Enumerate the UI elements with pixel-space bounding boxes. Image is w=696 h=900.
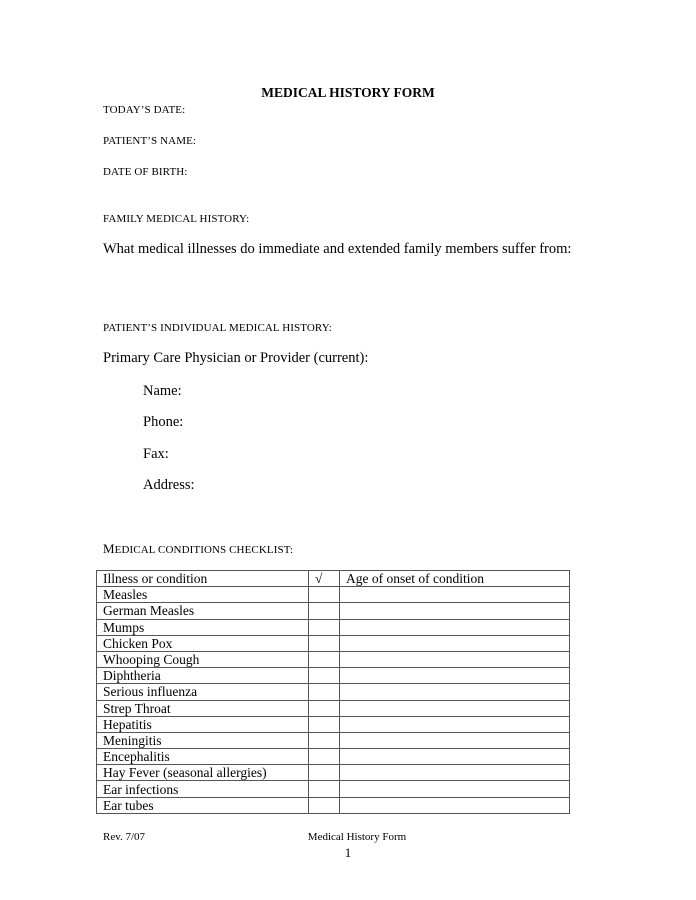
- column-header-condition: Illness or condition: [97, 571, 309, 587]
- condition-cell: Chicken Pox: [97, 635, 309, 651]
- age-of-onset-cell[interactable]: [340, 781, 570, 797]
- age-of-onset-cell[interactable]: [340, 765, 570, 781]
- age-of-onset-cell[interactable]: [340, 603, 570, 619]
- table-row: [97, 732, 570, 748]
- pcp-address-label: Address:: [143, 477, 195, 493]
- footer-title: Medical History Form: [307, 831, 407, 843]
- check-cell[interactable]: [309, 603, 340, 619]
- condition-cell: Diphtheria: [97, 668, 309, 684]
- age-of-onset-cell[interactable]: [340, 587, 570, 603]
- family-history-question: What medical illnesses do immediate and extended family members suffer from:: [103, 241, 572, 257]
- check-cell[interactable]: [309, 635, 340, 651]
- date-of-birth-label: DATE OF BIRTH:: [103, 166, 188, 178]
- condition-cell: Encephalitis: [97, 749, 309, 765]
- condition-cell: Strep Throat: [97, 700, 309, 716]
- check-cell[interactable]: [309, 716, 340, 732]
- age-of-onset-cell[interactable]: [340, 716, 570, 732]
- table-row: [97, 797, 570, 813]
- checklist-heading-rest: EDICAL CONDITIONS CHECKLIST:: [114, 544, 294, 556]
- check-cell[interactable]: [309, 797, 340, 813]
- table-row: [97, 765, 570, 781]
- footer-revision: Rev. 7/07: [103, 831, 146, 843]
- medical-conditions-table: [96, 570, 570, 814]
- table-row: [97, 619, 570, 635]
- condition-cell: Whooping Cough: [97, 651, 309, 667]
- check-cell[interactable]: [309, 587, 340, 603]
- table-row: [97, 603, 570, 619]
- table-row: [97, 781, 570, 797]
- table-row: [97, 668, 570, 684]
- column-header-check: √: [309, 571, 340, 587]
- condition-cell: Hepatitis: [97, 716, 309, 732]
- age-of-onset-cell[interactable]: [340, 749, 570, 765]
- age-of-onset-cell[interactable]: [340, 635, 570, 651]
- table-row: [97, 587, 570, 603]
- age-of-onset-cell[interactable]: [340, 651, 570, 667]
- check-cell[interactable]: [309, 732, 340, 748]
- table-row: [97, 700, 570, 716]
- check-cell[interactable]: [309, 781, 340, 797]
- patient-name-label: PATIENT’S NAME:: [103, 135, 197, 147]
- condition-cell: Measles: [97, 587, 309, 603]
- check-cell[interactable]: [309, 684, 340, 700]
- pcp-phone-label: Phone:: [143, 414, 184, 430]
- age-of-onset-cell[interactable]: [340, 797, 570, 813]
- age-of-onset-cell[interactable]: [340, 668, 570, 684]
- check-cell[interactable]: [309, 749, 340, 765]
- checklist-heading: [103, 541, 293, 557]
- table-row: [97, 749, 570, 765]
- table-row: [97, 684, 570, 700]
- condition-cell: Mumps: [97, 619, 309, 635]
- column-header-age-of-onset: Age of onset of condition: [340, 571, 570, 587]
- pcp-name-label: Name:: [143, 383, 182, 399]
- age-of-onset-cell[interactable]: [340, 684, 570, 700]
- age-of-onset-cell[interactable]: [340, 732, 570, 748]
- form-title: MEDICAL HISTORY FORM: [261, 85, 435, 100]
- table-header-row: [97, 571, 570, 587]
- check-cell[interactable]: [309, 700, 340, 716]
- check-cell[interactable]: [309, 668, 340, 684]
- check-cell[interactable]: [309, 765, 340, 781]
- page-number: 1: [344, 845, 352, 860]
- table-row: [97, 651, 570, 667]
- condition-cell: Hay Fever (seasonal allergies): [97, 765, 309, 781]
- pcp-label: Primary Care Physician or Provider (current):: [103, 350, 369, 366]
- age-of-onset-cell[interactable]: [340, 619, 570, 635]
- condition-cell: Meningitis: [97, 732, 309, 748]
- check-cell[interactable]: [309, 619, 340, 635]
- family-history-heading: FAMILY MEDICAL HISTORY:: [103, 213, 250, 225]
- checklist-heading-initial: M: [103, 541, 115, 556]
- table-row: [97, 635, 570, 651]
- age-of-onset-cell[interactable]: [340, 700, 570, 716]
- table-row: [97, 716, 570, 732]
- check-cell[interactable]: [309, 651, 340, 667]
- pcp-fax-label: Fax:: [143, 446, 169, 462]
- condition-cell: Ear infections: [97, 781, 309, 797]
- condition-cell: Serious influenza: [97, 684, 309, 700]
- condition-cell: German Measles: [97, 603, 309, 619]
- condition-cell: Ear tubes: [97, 797, 309, 813]
- individual-history-heading: PATIENT’S INDIVIDUAL MEDICAL HISTORY:: [103, 322, 332, 334]
- todays-date-label: TODAY’S DATE:: [103, 104, 186, 116]
